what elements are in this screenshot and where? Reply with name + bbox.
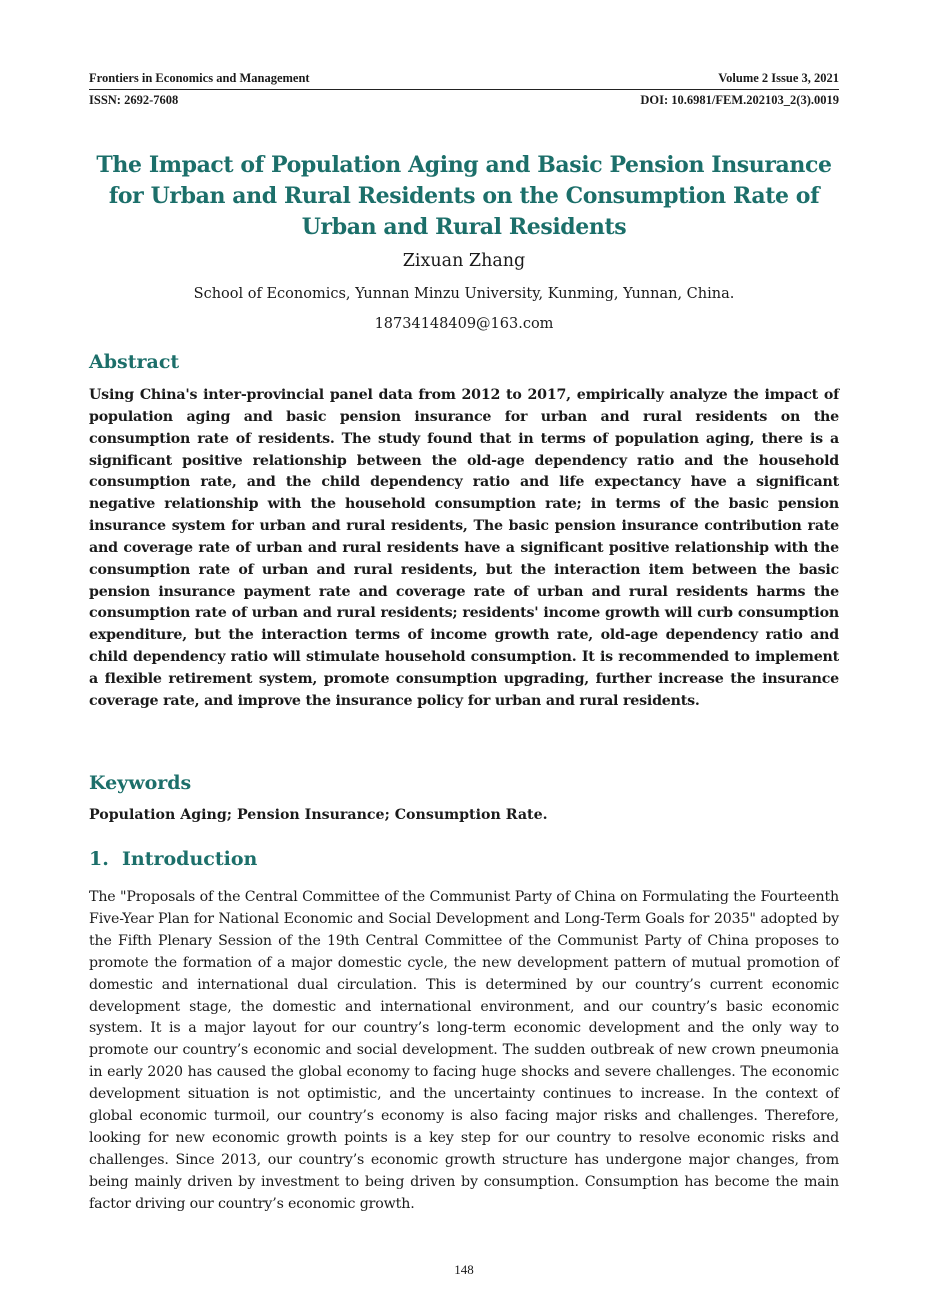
paper-title: The Impact of Population Aging and Basic Pension Insurance for Urban and Rural Residents on the Consumption Rate of Urban and Rural Residents [96, 152, 832, 240]
introduction-text: The "Proposals of the Central Committee of the Communist Party of China on Formulating the Fourteenth Five-Year Plan for National Economic and Social Development and Long-Term Goals for 2035" adopted by the Fifth Plenary Session of the 19th Central Committee of the Communist Party of China proposes to promote the formation of a major domestic cycle, the new development pattern of mutual promotion of domestic and international dual circulation. This is determined by our country’s current economic development stage, the domestic and international environment, and our country’s basic economic system. It is a major layout for our country’s long-term economic development and the only way to promote our country’s economic and social development. The sudden outbreak of new crown pneumonia in early 2020 has caused the global economy to facing huge shocks and severe challenges. The economic development situation is not optimistic, and the uncertainty continues to increase. In the context of global economic turmoil, our country’s economy is also facing major risks and challenges. Therefore, looking for new economic growth points is a key step for our country to resolve economic risks and challenges. Since 2013, our country’s economic growth structure has undergone major changes, from being mainly driven by investment to being driven by consumption. Consumption has become the main factor driving our country’s economic growth. [89, 889, 839, 1212]
journal-name: Frontiers in Economics and Management [89, 71, 310, 85]
page-number: 148 [454, 1262, 474, 1277]
doi: DOI: 10.6981/FEM.202103_2(3).0019 [640, 93, 839, 107]
introduction-heading [89, 848, 257, 870]
running-subheader [89, 93, 839, 108]
running-header [89, 71, 839, 86]
section-title: Introduction [122, 848, 258, 870]
abstract-text: Using China's inter-provincial panel data from 2012 to 2017, empirically analyze the impact of population aging and basic pension insurance for urban and rural residents on the consumption rate of residents. The study found that in terms of population aging, there is a significant positive relationship between the old-age dependency ratio and the household consumption rate, and the child dependency ratio and life expectancy have a significant negative relationship with the household consumption rate; in terms of the basic pension insurance system for urban and rural residents, The basic pension insurance contribution rate and coverage rate of urban and rural residents have a significant positive relationship with the consumption rate of urban and rural residents, but the interaction item between the basic pension insurance payment rate and coverage rate of urban and rural residents harms the consumption rate of urban and rural residents; residents' income growth will curb consumption expenditure, but the interaction terms of income growth rate, old-age dependency ratio and child dependency ratio will stimulate household consumption. It is recommended to implement a flexible retirement system, promote consumption upgrading, further increase the insurance coverage rate, and improve the insurance policy for urban and rural residents. [89, 387, 839, 709]
author-name: Zixuan Zhang [402, 251, 526, 271]
author-email: 18734148409@163.com [374, 316, 554, 332]
header-divider [89, 89, 839, 90]
issn: ISSN: 2692-7608 [89, 93, 179, 107]
keywords-text: Population Aging; Pension Insurance; Consumption Rate. [89, 807, 548, 823]
volume-issue: Volume 2 Issue 3, 2021 [718, 71, 839, 85]
section-number: 1. [89, 848, 109, 870]
abstract-heading: Abstract [89, 351, 180, 373]
keywords-heading: Keywords [89, 772, 192, 794]
author-affiliation: School of Economics, Yunnan Minzu University, Kunming, Yunnan, China. [193, 286, 735, 302]
